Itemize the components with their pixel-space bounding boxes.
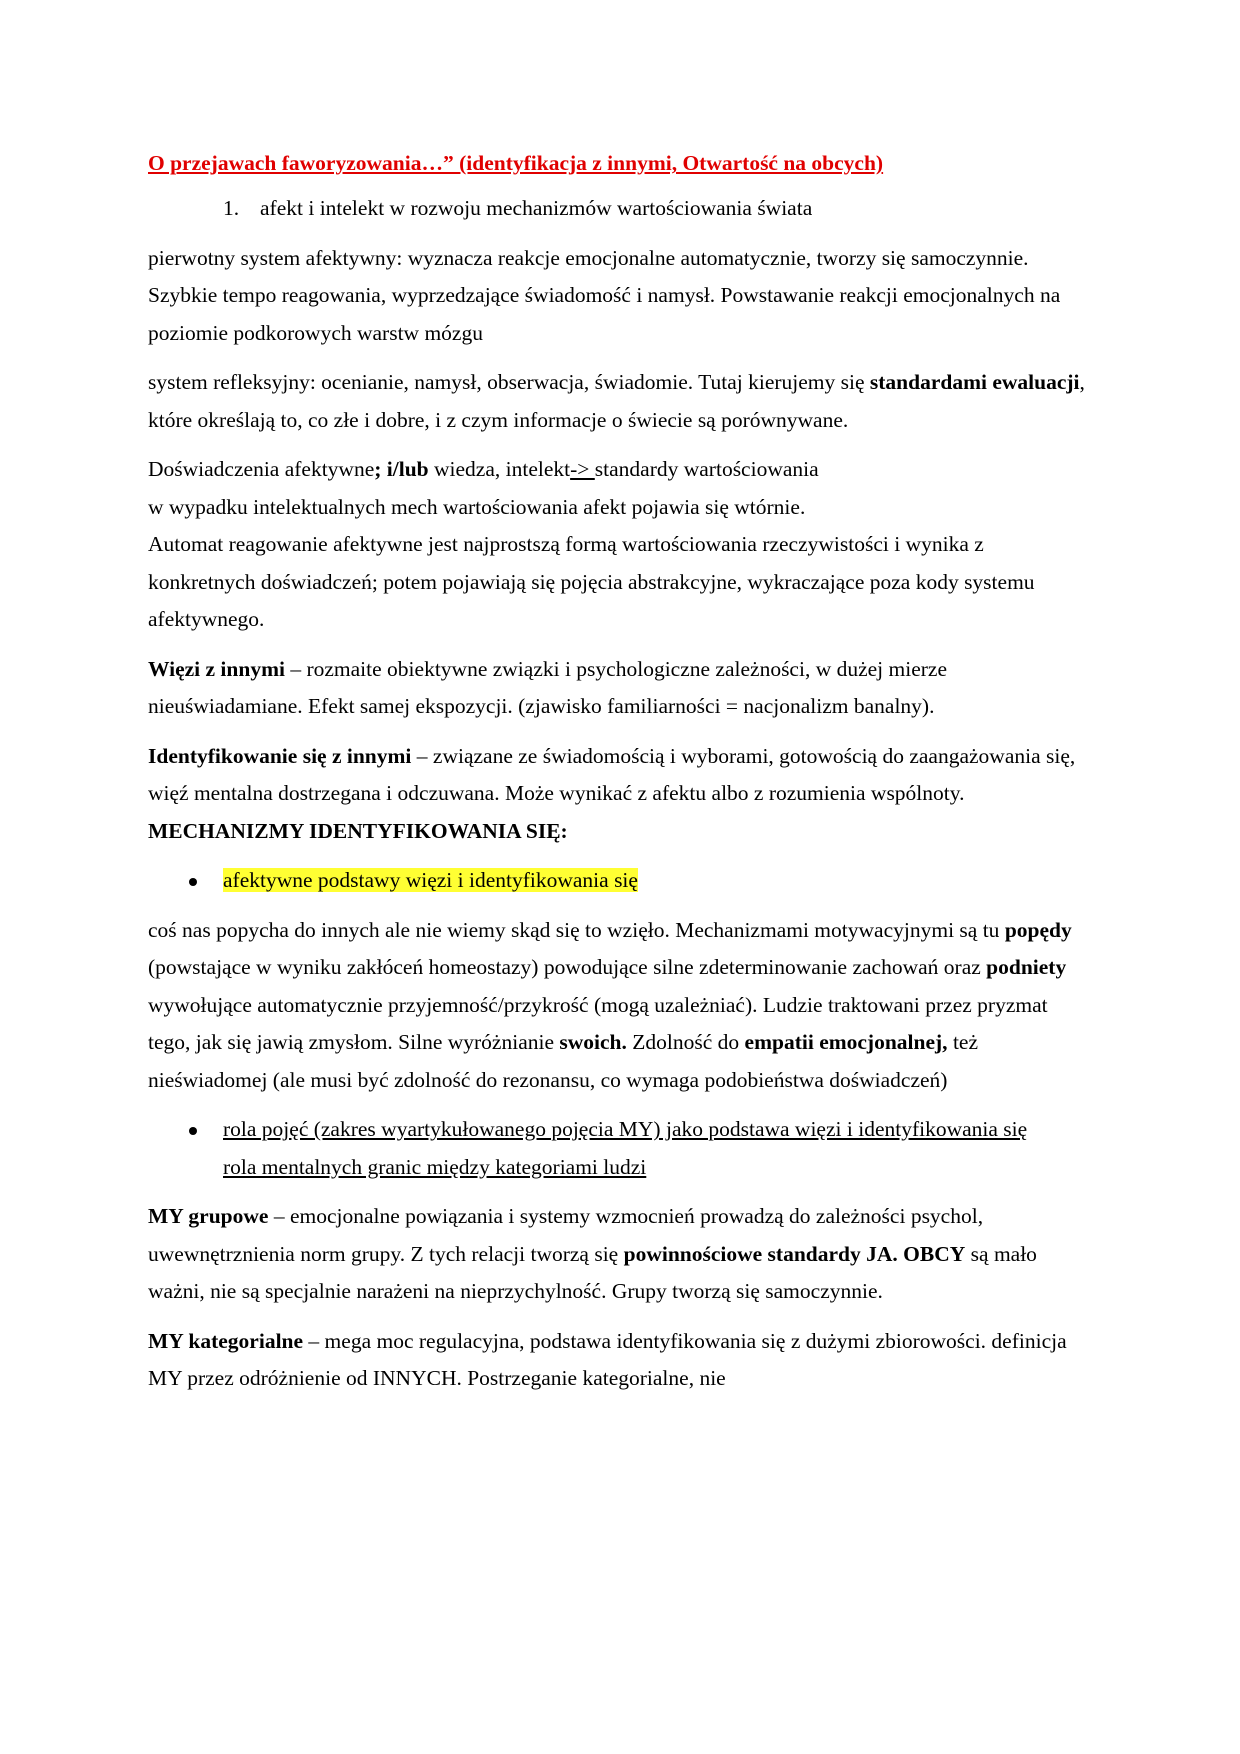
text-run: , które określają to, co złe i dobre, i z czym informacje o świecie są porównywane. [148, 370, 1085, 432]
bullet-icon [189, 1127, 197, 1135]
bold-term: MY grupowe [148, 1204, 269, 1228]
paragraph-group-we [148, 1198, 1088, 1311]
document-title: O przejawach faworyzowania…” (identyfikacja z innymi, Otwartość na obcych) [148, 151, 884, 175]
highlighted-text: afektywne podstawy więzi i identyfikowania się [223, 868, 638, 892]
item-text: afekt i intelekt w rozwoju mechanizmów wartościowania świata [260, 196, 813, 220]
paragraph-reflexive-system [148, 364, 1088, 439]
arrow-text: -> [570, 457, 595, 481]
bullet-icon [189, 878, 197, 886]
underlined-text: rola mentalnych granic między kategoriami ludzi [223, 1154, 647, 1179]
paragraph-secondary-affect: w wypadku intelektualnych mech wartościowania afekt pojawia się wtórnie. [148, 494, 806, 519]
bold-term: Więzi z innymi [148, 656, 285, 681]
paragraph-affective-experiences [148, 451, 1088, 489]
underlined-text: rola pojęć (zakres wyartykułowanego pojęcia MY) jako podstawa więzi i identyfikowania się [223, 1117, 1028, 1141]
bold-term: standardami ewaluacji [869, 370, 1080, 394]
text-run: system refleksyjny: ocenianie, namysł, obserwacja, świadomie. Tutaj kierujemy się [148, 370, 870, 394]
section-heading: MECHANIZMY IDENTYFIKOWANIA SIĘ: [148, 818, 568, 843]
item-number: 1. [223, 196, 240, 220]
text-run: coś nas popycha do innych ale nie wiemy skąd się to wzięło. Mechanizmami motywacyjnymi są tu [148, 917, 1005, 942]
text-run: też nieświadomej (ale musi być zdolność do rezonansu, co wymaga podobieństwa doświadczeń) [148, 1030, 978, 1092]
document-body [148, 148, 1088, 1410]
text-run: wiedza, intelekt [428, 457, 571, 481]
text-run: – związane ze świadomością i wyborami, gotowością do zaangażowania się, więź mentalna dostrzegana i odczuwana. Może wynikać z afektu albo z rozumienia wspólnoty. [148, 743, 1076, 805]
bold-term: MY kategorialne [148, 1328, 304, 1353]
paragraph-motivation [148, 912, 1088, 1100]
text-run: wywołujące automatycznie przyjemność/przykrość (mogą uzależniać). Ludzie traktowani przez pryzmat tego, jak się jawią zmysłom. Silne wyróżnianie [148, 992, 1048, 1054]
text-run: – rozmaite obiektywne związki i psychologiczne zależności, w dużej mierze nieuświadamiane. Efekt samej ekspozycji. (zjawisko familiarności = nacjonalizm banalny). [148, 656, 948, 718]
text-run: Zdolność do [626, 1030, 745, 1054]
paragraph-affective-system: pierwotny system afektywny: wyznacza reakcje emocjonalne automatycznie, tworzy się samoczynnie. Szybkie tempo reagowania, wyprzedzające świadomość i namysł. Powstawanie reakcji emocjonalnych na poziomie podkorowych warstw mózgu [148, 245, 1061, 345]
text-run: są mało ważni, nie są specjalnie narażeni na nieprzychylność. Grupy tworzą się samoczynnie. [148, 1241, 1037, 1303]
bold-term: podniety [986, 955, 1067, 979]
bold-term: powinnościowe standardy JA. OBCY [623, 1241, 966, 1266]
text-run: – mega moc regulacyjna, podstawa identyfikowania się z dużymi zbiorowości. definicja MY przez odróżnienie od INNYCH. Postrzeganie kategorialne, nie [148, 1328, 1067, 1390]
text-run: Doświadczenia afektywne [148, 457, 375, 481]
paragraph-categorical-we [148, 1323, 1088, 1398]
paragraph-automatic-reaction: Automat reagowanie afektywne jest najprostszą formą wartościowania rzeczywistości i wynika z konkretnych doświadczeń; potem pojawiają się pojęcia abstrakcyjne, wykraczające poza kody systemu afektywnego. [148, 532, 1035, 631]
bold-term: ; i/lub [374, 457, 429, 481]
text-run: standardy wartościowania [594, 457, 819, 481]
bold-term: Identyfikowanie się z innymi [148, 743, 412, 768]
text-run: (powstające w wyniku zakłóceń homeostazy) powodujące silne zdeterminowanie zachowań oraz [148, 955, 987, 979]
paragraph-identification [148, 738, 1088, 851]
bold-term: popędy [1004, 917, 1072, 942]
numbered-item [148, 190, 1088, 228]
text-run: – emocjonalne powiązania i systemy wzmocnień prowadzą do zależności psychol, uwewnętrznienia norm grupy. Z tych relacji tworzą się [148, 1204, 984, 1266]
bullet-item-concepts [148, 1111, 1088, 1186]
paragraph-bonds [148, 651, 1088, 726]
bold-term: empatii emocjonalnej, [744, 1030, 948, 1054]
bullet-item-affective [148, 862, 1088, 900]
bold-term: swoich. [559, 1030, 627, 1054]
